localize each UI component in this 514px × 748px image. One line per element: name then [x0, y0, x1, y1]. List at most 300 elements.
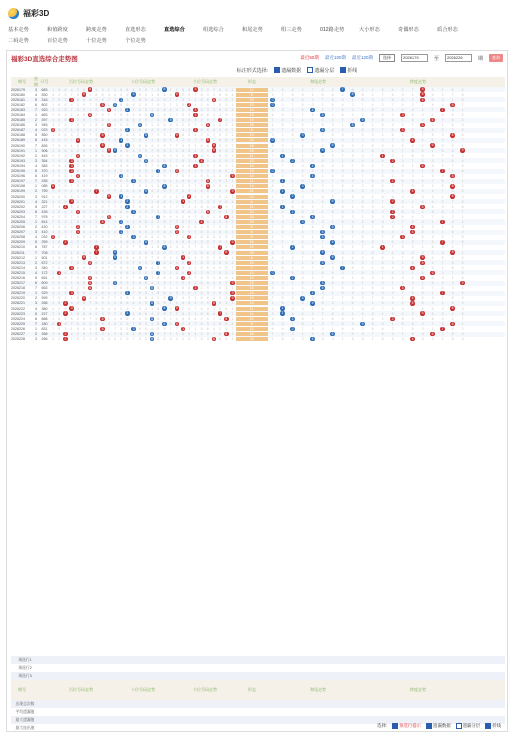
digit-cell: 4: [52, 291, 55, 296]
digit-cell: 9: [101, 296, 104, 301]
digit-cell: 4: [113, 107, 116, 112]
ball-red: 8: [225, 250, 228, 255]
checkbox-icon[interactable]: [485, 723, 491, 729]
digit-cell: 2: [421, 107, 424, 112]
digit-cell: 5: [271, 286, 274, 291]
digit-cell: 2: [200, 332, 203, 337]
digit-cell: 6: [163, 230, 166, 235]
digit-cell: 2: [431, 225, 434, 230]
digit-cell: 1: [311, 199, 314, 204]
digit-cell: 1: [321, 316, 324, 321]
digit-cell: 2: [58, 337, 61, 342]
digit-cell: 3: [361, 260, 364, 265]
nav-item[interactable]: 012路走势: [320, 27, 345, 33]
table-row: [11, 118, 505, 123]
checkbox-icon[interactable]: [456, 723, 462, 729]
checkbox-icon[interactable]: [340, 67, 346, 73]
cycle-cell: 6: [35, 281, 37, 286]
digit-cell: 6: [83, 204, 86, 209]
digit-cell: 4: [391, 301, 394, 306]
digit-cell: 7: [113, 189, 116, 194]
digit-cell: 4: [132, 332, 135, 337]
digit-cell: 3: [331, 265, 334, 270]
digit-cell: 7: [175, 97, 178, 102]
nav-item[interactable]: 百位走势: [47, 38, 68, 44]
digit-cell: 7: [70, 123, 73, 128]
digit-cell: 5: [76, 260, 79, 265]
digit-cell: 3: [411, 102, 414, 107]
digit-cell: 1: [212, 138, 215, 143]
ball-blue: 1: [120, 229, 123, 234]
digit-cell: 4: [169, 153, 172, 158]
digit-cell: 3: [411, 174, 414, 179]
digit-cell: 7: [401, 291, 404, 296]
ball-blue: 5: [321, 280, 324, 285]
option-missing-layer[interactable]: [307, 67, 334, 74]
digit-cell: 2: [361, 291, 364, 296]
digit-cell: 5: [157, 240, 160, 245]
footer-opt-pred[interactable]: [392, 723, 421, 729]
ball-blue: 5: [321, 250, 324, 255]
digit-cell: 4: [89, 189, 92, 194]
digit-cell: 5: [138, 107, 141, 112]
digit-cell: 4: [169, 214, 172, 219]
digit-cell: 9: [126, 276, 129, 281]
row-label: 预选行1: [18, 657, 32, 662]
nav-item[interactable]: 直选综合: [164, 27, 185, 33]
digit-cell: 7: [107, 189, 110, 194]
digit-cell: 8: [138, 296, 141, 301]
from-issue-input[interactable]: 2026179: [401, 54, 428, 62]
digit-cell: 7: [175, 311, 178, 316]
digit-cell: 3: [381, 214, 384, 219]
digit-cell: 6: [321, 199, 324, 204]
digit-cell: [328, 199, 338, 203]
digit-cell: 2: [58, 230, 61, 235]
digit-cell: 6: [101, 107, 104, 112]
footer-opt-line[interactable]: [485, 723, 501, 729]
period-cell: 2026225: [11, 321, 25, 326]
digit-cell: 4: [169, 245, 172, 250]
digit-cell: 6: [225, 291, 228, 296]
digit-cell: 5: [391, 128, 394, 133]
digit-cell: 6: [126, 194, 129, 199]
digit-cell: 5: [431, 311, 434, 316]
ball-blue: 2: [291, 158, 294, 163]
sum-cell: 12: [236, 210, 268, 214]
digit-cell: 5: [351, 118, 354, 123]
digit-cell: 7: [421, 133, 424, 138]
digit-cell: 5: [451, 189, 454, 194]
digit-cell: 5: [76, 306, 79, 311]
ball-red: 3: [70, 117, 73, 122]
digit-cell: 4: [441, 209, 444, 214]
digit-cell: [408, 337, 418, 341]
digit-cell: 9: [83, 316, 86, 321]
digit-cell: 2: [281, 138, 284, 143]
digit-cell: 8: [120, 133, 123, 138]
digit-cell: 6: [206, 158, 209, 163]
digit-cell: 6: [341, 219, 344, 224]
digit-cell: 3: [301, 128, 304, 133]
digit-cell: 6: [361, 169, 364, 174]
nav-item[interactable]: 组选综合: [203, 27, 224, 33]
digit-cell: 9: [163, 174, 166, 179]
digit-cell: 7: [351, 199, 354, 204]
digit-cell: 2: [341, 163, 344, 168]
period-cell: 2026214: [11, 265, 25, 270]
digit-cell: 1: [391, 321, 394, 326]
digit-cell: 7: [132, 138, 135, 143]
digit-cell: 7: [212, 163, 215, 168]
digit-cell: 9: [163, 281, 166, 286]
digit-cell: 5: [200, 169, 203, 174]
digit-cell: 1: [52, 301, 55, 306]
footer-opt-layer[interactable]: [456, 723, 481, 729]
digit-cell: 2: [271, 92, 274, 97]
sum-cell: 13: [236, 133, 268, 137]
digit-cell: 9: [83, 102, 86, 107]
digit-cell: 7: [381, 128, 384, 133]
digit-cell: 9: [225, 143, 228, 148]
nav-item[interactable]: 个位走势: [125, 38, 146, 44]
digit-cell: 4: [381, 219, 384, 224]
digit-cell: 5: [361, 128, 364, 133]
digit-cell: 7: [169, 174, 172, 179]
digit-cell: 7: [301, 113, 304, 118]
draw-number-cell: 850: [41, 133, 48, 138]
ball-blue: 0: [271, 270, 274, 275]
digit-cell: 1: [231, 316, 234, 321]
digit-cell: 4: [89, 311, 92, 316]
draw-number-cell: 415: [41, 138, 48, 143]
digit-cell: 6: [206, 250, 209, 255]
digit-cell: 3: [144, 123, 147, 128]
digit-cell: [418, 164, 428, 168]
digit-cell: 2: [157, 143, 160, 148]
period-header: 期号: [18, 687, 26, 692]
digit-cell: [358, 322, 368, 326]
digit-cell: 4: [107, 153, 110, 158]
option-missing-data[interactable]: [274, 67, 301, 74]
digit-cell: 2: [331, 260, 334, 265]
digit-cell: 2: [291, 113, 294, 118]
digit-cell: 9: [64, 321, 67, 326]
recent-120-link[interactable]: 最近120期: [351, 55, 373, 60]
digit-cell: 6: [83, 326, 86, 331]
digit-cell: 2: [219, 219, 222, 224]
digit-cell: 3: [83, 184, 86, 189]
digit-cell: 4: [431, 163, 434, 168]
checkbox-icon[interactable]: [426, 723, 432, 729]
panel-toolbar: [7, 51, 507, 65]
ball-blue: 3: [132, 92, 135, 97]
digit-cell: 1: [231, 179, 234, 184]
digit-cell: 2: [401, 337, 404, 342]
digit-cell: 2: [200, 316, 203, 321]
digit-cell: 3: [188, 311, 191, 316]
digit-cell: 7: [301, 326, 304, 331]
digit-cell: 5: [451, 260, 454, 265]
sum-cell: 10: [236, 103, 268, 107]
checkbox-icon[interactable]: [307, 67, 313, 73]
digit-cell: 3: [101, 270, 104, 275]
digit-cell: 4: [169, 291, 172, 296]
digit-cell: 1: [351, 169, 354, 174]
digit-cell: 9: [206, 87, 209, 92]
draw-number-cell: 831: [41, 326, 48, 331]
digit-cell: 7: [169, 219, 172, 224]
digit-cell: 8: [219, 260, 222, 265]
digit-cell: 6: [206, 311, 209, 316]
sum-cell: 21: [236, 189, 268, 193]
digit-cell: 5: [200, 230, 203, 235]
draw-number-cell: 329: [41, 291, 48, 296]
digit-cell: 4: [212, 296, 215, 301]
pred-row-3[interactable]: [11, 672, 505, 680]
digit-cell: 1: [441, 265, 444, 270]
digit-cell: [288, 276, 298, 280]
digit-cell: 9: [163, 311, 166, 316]
draw-number-cell: 443: [41, 153, 48, 158]
digit-cell: 8: [120, 255, 123, 260]
issue-label: 期: [477, 55, 483, 62]
digit-cell: 8: [58, 316, 61, 321]
digit-cell: 3: [225, 133, 228, 138]
digit-cell: 7: [401, 148, 404, 153]
digit-cell: 3: [361, 296, 364, 301]
digit-cell: 5: [411, 148, 414, 153]
digit-cell: 2: [421, 250, 424, 255]
digit-cell: 9: [83, 87, 86, 92]
digit-cell: 5: [441, 179, 444, 184]
digit-cell: 6: [461, 204, 464, 209]
table-row: [11, 97, 505, 102]
footer-opt-missing[interactable]: [426, 723, 451, 729]
nav-item[interactable]: 大小形态: [359, 27, 380, 33]
digit-cell: 4: [132, 240, 135, 245]
digit-cell: 5: [391, 163, 394, 168]
digit-cell: 1: [361, 214, 364, 219]
digit-cell: 6: [381, 230, 384, 235]
digit-cell: 3: [83, 107, 86, 112]
digit-cell: 7: [381, 199, 384, 204]
ball-blue: 4: [138, 153, 141, 158]
digit-cell: 3: [271, 276, 274, 281]
ball-red: 9: [231, 189, 234, 194]
digit-cell: 7: [341, 118, 344, 123]
digit-cell: 9: [225, 174, 228, 179]
nav-item[interactable]: 和尾走势: [242, 27, 263, 33]
ball-red: 6: [213, 97, 215, 102]
ball-blue: 5: [144, 240, 147, 245]
digit-cell: 1: [451, 169, 454, 174]
digit-cell: 7: [151, 148, 154, 153]
digit-cell: 1: [151, 138, 154, 143]
digit-cell: 3: [421, 219, 424, 224]
nav-item[interactable]: 基本走势: [8, 27, 29, 33]
query-button[interactable]: 查询: [489, 54, 503, 62]
digit-cell: 6: [271, 326, 274, 331]
table-row: [11, 286, 505, 291]
digit-cell: 1: [341, 158, 344, 163]
ball-blue: 1: [281, 189, 284, 194]
digit-cell: 5: [95, 148, 98, 153]
recent-100-link[interactable]: 最近100期: [324, 55, 346, 60]
digit-cell: 4: [231, 276, 234, 281]
ball-blue: 7: [157, 260, 160, 265]
digit-cell: 5: [321, 337, 324, 342]
digit-cell: 2: [58, 199, 61, 204]
checkbox-icon[interactable]: [392, 723, 398, 729]
checkbox-icon[interactable]: [274, 67, 280, 73]
digit-cell: 2: [281, 316, 284, 321]
digit-cell: 6: [225, 321, 228, 326]
digit-cell: 4: [461, 265, 464, 270]
draw-number-cell: 501: [41, 255, 48, 260]
digit-cell: 5: [76, 92, 79, 97]
sum-cell: 17: [236, 88, 268, 92]
digit-cell: 3: [101, 163, 104, 168]
draw-number-cell: 802: [41, 102, 48, 107]
ball-blue: 2: [126, 143, 129, 148]
ball-red: 9: [231, 291, 234, 296]
digit-cell: 6: [101, 214, 104, 219]
nav-item[interactable]: 直选形态: [125, 27, 146, 33]
digit-cell: 1: [361, 179, 364, 184]
ball-red: 2: [391, 316, 394, 321]
period-cell: 2026207: [11, 230, 25, 235]
digit-cell: 7: [132, 230, 135, 235]
digit-cell: 5: [301, 281, 304, 286]
digit-cell: 9: [188, 276, 191, 281]
nav-item[interactable]: 质合形态: [437, 27, 458, 33]
digit-cell: 6: [361, 276, 364, 281]
ball-red: 8: [451, 306, 454, 311]
digit-cell: 6: [381, 301, 384, 306]
digit-cell: 4: [132, 270, 135, 275]
to-label: 至: [433, 55, 439, 62]
period-cell: 2026186: [11, 123, 25, 128]
digit-cell: 6: [341, 326, 344, 331]
kua-header: 跨度走势: [410, 687, 426, 692]
digit-cell: 6: [163, 337, 166, 342]
digit-cell: 3: [144, 337, 147, 342]
digit-cell: 2: [58, 107, 61, 112]
digit-cell: 4: [132, 286, 135, 291]
digit-cell: 2: [76, 240, 79, 245]
digit-cell: 3: [301, 235, 304, 240]
nav-item[interactable]: 组三走势: [281, 27, 302, 33]
digit-cell: 7: [132, 199, 135, 204]
digit-cell: 5: [301, 209, 304, 214]
digit-cell: 3: [341, 97, 344, 102]
digit-cell: 6: [341, 184, 344, 189]
digit-cell: 6: [126, 209, 129, 214]
digit-cell: 4: [231, 321, 234, 326]
digit-cell: 1: [401, 118, 404, 123]
digit-cell: 9: [101, 128, 104, 133]
digit-cell: 8: [219, 214, 222, 219]
draw-number-cell: 978: [41, 214, 48, 219]
digit-cell: 1: [461, 321, 464, 326]
digit-cell: 6: [281, 230, 284, 235]
digit-cell: 2: [219, 281, 222, 286]
digit-cell: 7: [52, 97, 55, 102]
cycle-cell: 5: [35, 240, 37, 245]
period-cell: 2026194: [11, 163, 25, 168]
sum-cell: 15: [236, 261, 268, 265]
ball-red: 6: [431, 143, 434, 148]
digit-cell: 1: [301, 332, 304, 337]
digit-cell: 3: [225, 209, 228, 214]
digit-cell: 7: [271, 153, 274, 158]
digit-cell: 4: [113, 306, 116, 311]
digit-cell: 4: [113, 92, 116, 97]
digit-cell: 4: [421, 189, 424, 194]
digit-cell: 6: [461, 240, 464, 245]
nav-item[interactable]: 和值跨度: [47, 27, 68, 33]
digit-cell: 1: [351, 133, 354, 138]
digit-cell: [408, 301, 418, 305]
digit-cell: 5: [331, 276, 334, 281]
digit-cell: 6: [101, 92, 104, 97]
digit-cell: 2: [200, 148, 203, 153]
digit-cell: [318, 235, 328, 239]
digit-cell: 2: [441, 270, 444, 275]
digit-cell: 1: [107, 255, 110, 260]
digit-cell: 8: [157, 276, 160, 281]
digit-cell: 3: [301, 92, 304, 97]
nav-item[interactable]: 十位走势: [86, 38, 107, 44]
ball-red: 2: [188, 194, 191, 199]
nav-item[interactable]: 奇偶形态: [398, 27, 419, 33]
digit-cell: 7: [212, 316, 215, 321]
ball-red: 2: [188, 270, 191, 275]
nav-item[interactable]: 跨度走势: [86, 27, 107, 33]
recent-50-link[interactable]: 最近50期: [300, 55, 319, 60]
digit-cell: 7: [194, 123, 197, 128]
ball-red: 2: [188, 260, 191, 265]
period-cell: 2026220: [11, 296, 25, 301]
digit-cell: 9: [83, 286, 86, 291]
digit-cell: 5: [421, 158, 424, 163]
option-polyline[interactable]: [340, 67, 357, 74]
digit-cell: 7: [132, 276, 135, 281]
pred-row-1[interactable]: [11, 656, 505, 664]
digit-cell: 9: [101, 311, 104, 316]
digit-cell: 8: [219, 92, 222, 97]
digit-cell: 2: [281, 281, 284, 286]
digit-cell: 6: [83, 265, 86, 270]
to-issue-input[interactable]: 2026226: [445, 54, 472, 62]
ball-blue: 2: [126, 107, 129, 112]
nav-item[interactable]: 二码走势: [8, 38, 29, 44]
digit-cell: 7: [107, 219, 110, 224]
digit-cell: 7: [107, 281, 110, 286]
digit-cell: 7: [89, 163, 92, 168]
digit-cell: 3: [64, 326, 67, 331]
digit-cell: 3: [83, 276, 86, 281]
digit-cell: 6: [64, 194, 67, 199]
digit-cell: 1: [107, 133, 110, 138]
digit-cell: 3: [291, 118, 294, 123]
digit-cell: 6: [401, 107, 404, 112]
pred-row-2[interactable]: [11, 664, 505, 672]
digit-cell: 6: [461, 97, 464, 102]
digit-cell: 4: [132, 87, 135, 92]
range-select[interactable]: 选择: [379, 54, 395, 62]
